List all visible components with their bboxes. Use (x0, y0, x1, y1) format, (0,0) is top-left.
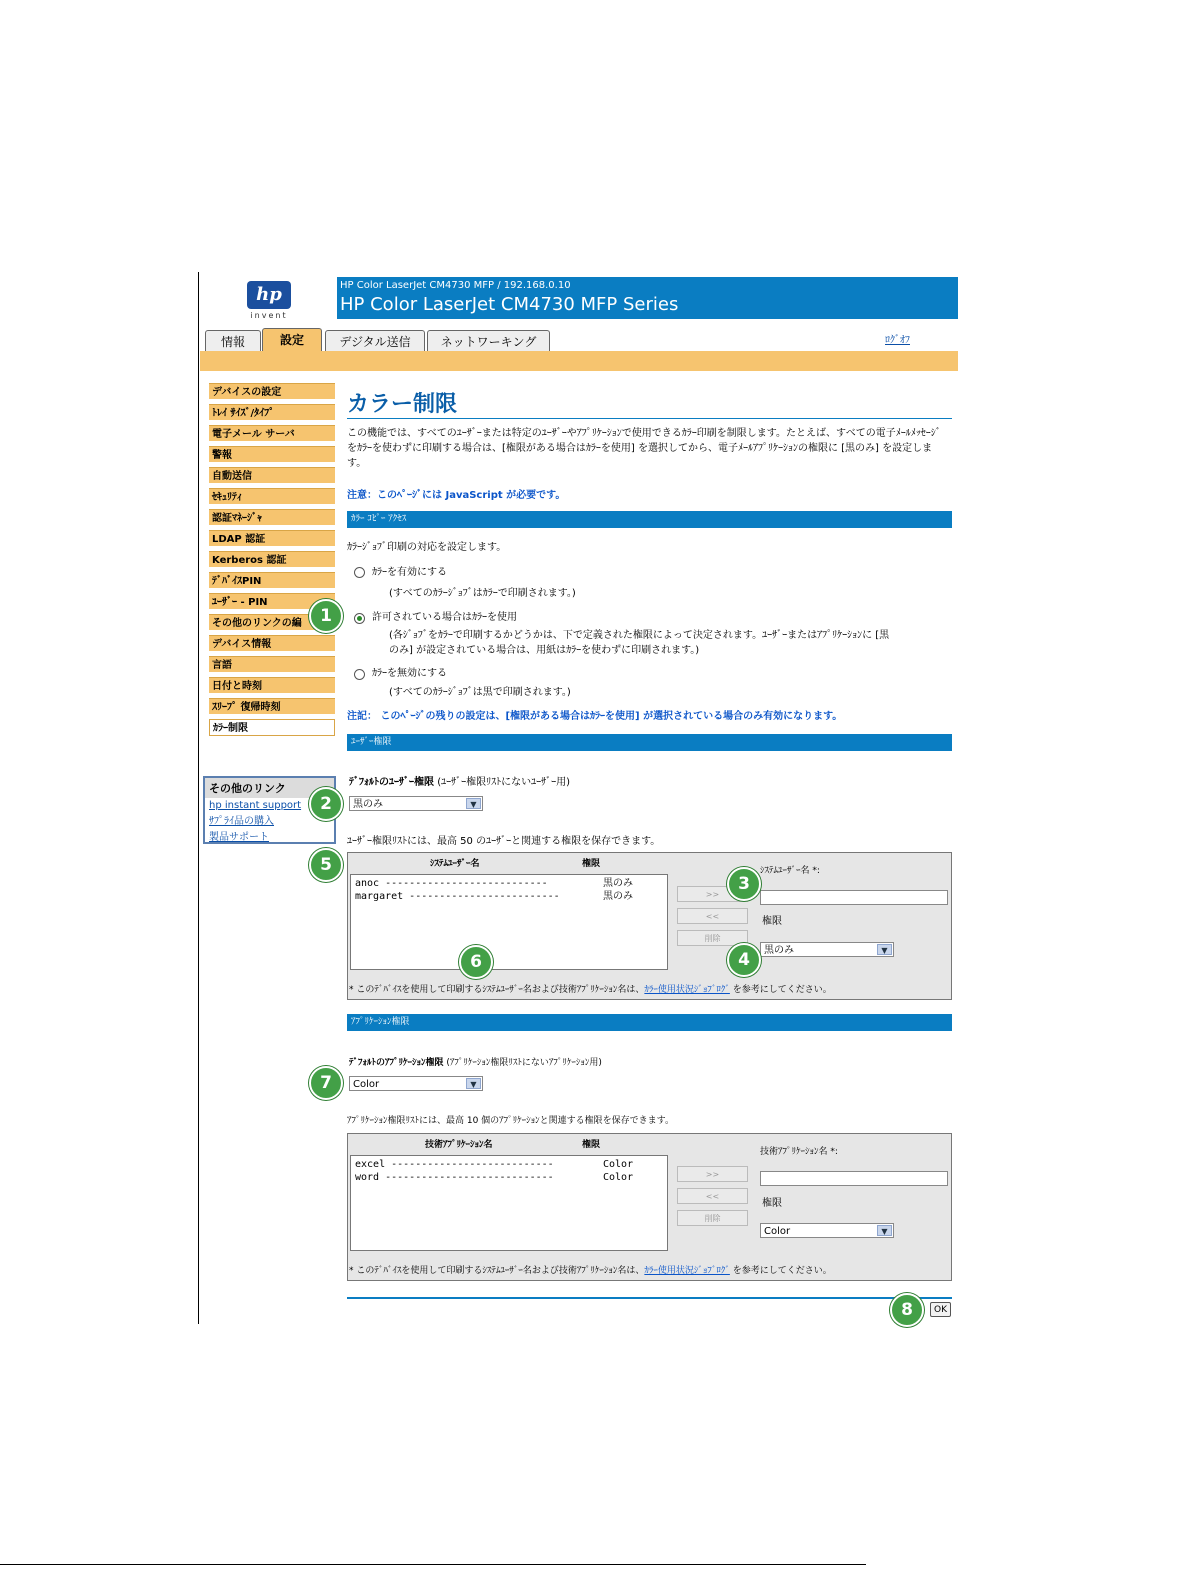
footnote-text: * このﾃﾞﾊﾞｲｽを使用して印刷するｼｽﾃﾑﾕｰｻﾞｰ名および技術ｱﾌﾟﾘｹｰｼｮﾝ名は、 (349, 1266, 645, 1276)
user-name: anoc --------------------------- (355, 878, 548, 889)
list-item[interactable] (355, 890, 663, 903)
sidebar-item-sleep[interactable]: ｽﾘｰﾌﾟ 復帰時刻 (209, 698, 335, 715)
app-perm: Color (603, 1159, 634, 1170)
color-usage-log-link[interactable]: ｶﾗｰ使用状況ｼﾞｮﾌﾞﾛｸﾞ (644, 1266, 730, 1276)
app-col-name-header: 技術ｱﾌﾟﾘｹｰｼｮﾝ名 (425, 1140, 493, 1150)
radio-disable-color[interactable] (354, 669, 365, 680)
user-name: margaret ------------------------- (355, 891, 560, 902)
sidebar-item-device-info[interactable]: デバイス情報 (209, 635, 335, 652)
ok-button[interactable]: OK (930, 1302, 951, 1317)
default-app-label-text: ﾃﾞﾌｫﾙﾄのｱﾌﾟﾘｹｰｼｮﾝ権限 (349, 1058, 444, 1068)
user-permission-label: 権限 (762, 916, 782, 927)
other-links-title: その他のリンク (205, 778, 334, 798)
tab-networking[interactable]: ネットワーキング (427, 330, 550, 351)
intro-line-3: す。 (347, 458, 367, 469)
sidebar-item-security[interactable]: ｾｷｭﾘﾃｨ (209, 488, 335, 505)
remove-user-button[interactable]: << (677, 908, 748, 924)
user-col-name-header: ｼｽﾃﾑﾕｰｻﾞｰ名 (430, 859, 480, 869)
radio-enable-color[interactable] (354, 567, 365, 578)
callout-7: 7 (309, 1066, 343, 1100)
default-user-permission-select[interactable] (349, 796, 483, 811)
user-list-description: ﾕｰｻﾞｰ権限ﾘｽﾄには、最高 50 のﾕｰｻﾞｰと関連する権限を保存できます。 (347, 836, 661, 847)
section-user-permissions: ﾕｰｻﾞｰ権限 (347, 734, 952, 751)
sidebar-item-device-pin[interactable]: ﾃﾞﾊﾞｲｽPIN (209, 572, 335, 589)
sidebar-item-date-time[interactable]: 日付と時刻 (209, 677, 335, 694)
tab-digital-send[interactable]: デジタル送信 (325, 330, 425, 351)
sidebar-item-user-pin[interactable]: ﾕｰｻﾞｰ - PIN (209, 593, 335, 610)
user-permissions-list[interactable] (350, 874, 668, 970)
link-buy-supplies[interactable]: ｻﾌﾟﾗｲ品の購入 (209, 816, 274, 827)
radio-allow-desc-line-1: (各ｼﾞｮﾌﾞをｶﾗｰで印刷するかどうかは、下で定義された権限によって決定されます。ﾕｰｻﾞｰまたはｱﾌﾟﾘｹｰｼｮﾝに [黒 (389, 630, 890, 641)
list-item[interactable] (355, 877, 663, 890)
footnote-text: * このﾃﾞﾊﾞｲｽを使用して印刷するｼｽﾃﾑﾕｰｻﾞｰ名および技術ｱﾌﾟﾘｹｰｼｮﾝ名は、 (349, 985, 645, 995)
system-user-name-input[interactable] (760, 890, 948, 905)
logout-link[interactable]: ﾛｸﾞｵﾌ (885, 335, 910, 346)
radio-disable-color-desc: (すべてのｶﾗｰｼﾞｮﾌﾞは黒で印刷されます。) (389, 687, 571, 698)
default-app-permission-label (349, 1056, 602, 1071)
hp-logo: hp (247, 281, 291, 309)
color-usage-log-link[interactable]: ｶﾗｰ使用状況ｼﾞｮﾌﾞﾛｸﾞ (644, 985, 730, 995)
javascript-note: 注意：このﾍﾟｰｼﾞには JavaScript が必要です。 (347, 490, 566, 501)
add-user-button[interactable]: >> (677, 886, 748, 902)
sidebar-item-tray-size[interactable]: ﾄﾚｲ ｻｲｽﾞ/ﾀｲﾌﾟ (209, 404, 335, 421)
callout-6: 6 (459, 945, 493, 979)
device-title: HP Color LaserJet CM4730 MFP Series (340, 294, 679, 315)
callout-3: 3 (727, 867, 761, 901)
user-footnote (349, 983, 832, 998)
title-underline (347, 418, 952, 419)
radio-allow-desc-line-2: のみ] が設定されている場合は、用紙はｶﾗｰを使わずに印刷されます。) (389, 645, 700, 656)
delete-app-button[interactable]: 削除 (677, 1210, 748, 1226)
footnote-text-end: を参考にしてください。 (729, 1266, 832, 1276)
sidebar-item-auth-manager[interactable]: 認証ﾏﾈｰｼﾞｬ (209, 509, 335, 526)
section-application-permissions: ｱﾌﾟﾘｹｰｼｮﾝ権限 (347, 1014, 952, 1031)
tab-settings[interactable]: 設定 (262, 328, 322, 351)
sidebar-item-ldap[interactable]: LDAP 認証 (209, 530, 335, 547)
device-header (337, 277, 958, 319)
sidebar-item-device-settings[interactable]: デバイスの設定 (209, 383, 335, 400)
app-perm: Color (603, 1172, 634, 1183)
user-perm: 黒のみ (603, 891, 633, 902)
logo-tagline: invent (250, 311, 288, 320)
app-footnote (349, 1264, 832, 1279)
sidebar-item-language[interactable]: 言語 (209, 656, 335, 673)
callout-1: 1 (309, 599, 343, 633)
app-permission-select[interactable] (760, 1223, 894, 1238)
sidebar-item-edit-links[interactable]: その他のリンクの編 (209, 614, 335, 631)
list-item[interactable] (355, 1171, 663, 1184)
intro-line-1: この機能では、すべてのﾕｰｻﾞｰまたは特定のﾕｰｻﾞｰやｱﾌﾟﾘｹｰｼｮﾝで使用できるｶﾗｰ印刷を制限します。たとえば、すべての電子ﾒｰﾙﾒｯｾｰｼﾞ (347, 428, 941, 439)
sidebar-item-color-restriction[interactable]: ｶﾗｰ制限 (209, 719, 335, 736)
device-subtitle: HP Color LaserJet CM4730 MFP / 192.168.0.10 (340, 280, 571, 291)
app-name: excel --------------------------- (355, 1159, 554, 1170)
app-permission-label: 権限 (762, 1198, 782, 1209)
remove-app-button[interactable]: << (677, 1188, 748, 1204)
tab-info[interactable]: 情報 (205, 330, 261, 351)
app-name: word ---------------------------- (355, 1172, 554, 1183)
default-app-permission-value: Color (353, 1079, 380, 1090)
section-color-access: ｶﾗｰ ｺﾋﾟｰ ｱｸｾｽ (347, 511, 952, 528)
app-name-label: 技術ｱﾌﾟﾘｹｰｼｮﾝ名 *: (760, 1147, 838, 1157)
sidebar-item-autosend[interactable]: 自動送信 (209, 467, 335, 484)
radio-allow-color-label: 許可されている場合はｶﾗｰを使用 (372, 612, 517, 623)
callout-8: 8 (890, 1293, 924, 1327)
link-product-support[interactable]: 製品サポート (209, 832, 269, 843)
app-name-input[interactable] (760, 1171, 948, 1186)
intro-line-2: をｶﾗｰを使わずに印刷する場合は、[権限がある場合はｶﾗｰを使用] を選択してから、電子ﾒｰﾙｱﾌﾟﾘｹｰｼｮﾝの権限に [黒のみ] を設定しま (347, 443, 933, 454)
default-user-hint: (ﾕｰｻﾞｰ権限ﾘｽﾄにないﾕｰｻﾞｰ用) (437, 777, 570, 788)
app-permission-value: Color (764, 1226, 791, 1237)
system-user-name-label: ｼｽﾃﾑﾕｰｻﾞｰ名 *: (760, 866, 820, 876)
default-user-permission-label (349, 775, 570, 790)
default-app-hint: (ｱﾌﾟﾘｹｰｼｮﾝ権限ﾘｽﾄにないｱﾌﾟﾘｹｰｼｮﾝ用) (446, 1058, 602, 1068)
intro-text (347, 426, 953, 471)
tab-bar (200, 351, 958, 371)
page-footer-line (0, 1564, 866, 1565)
chevron-down-icon: ▼ (466, 798, 481, 809)
footnote-text-end: を参考にしてください。 (729, 985, 832, 995)
chevron-down-icon: ▼ (466, 1078, 481, 1089)
user-perm: 黒のみ (603, 878, 633, 889)
radio-disable-color-label: ｶﾗｰを無効にする (372, 668, 447, 679)
page-title: カラー制限 (347, 392, 458, 417)
radio-enable-color-label: ｶﾗｰを有効にする (372, 567, 447, 578)
default-app-permission-select[interactable] (349, 1076, 483, 1091)
callout-4: 4 (727, 943, 761, 977)
sidebar-item-email-server[interactable]: 電子メール サーバ (209, 425, 335, 442)
ok-divider (347, 1297, 952, 1299)
radio-allow-color[interactable] (354, 613, 365, 624)
page-margin-line (198, 272, 199, 1324)
chevron-down-icon: ▼ (877, 944, 892, 955)
delete-user-button[interactable]: 削除 (677, 930, 748, 946)
radio-allow-color-desc (389, 628, 949, 658)
user-permission-value: 黒のみ (764, 945, 794, 956)
radio-enable-color-desc: (すべてのｶﾗｰｼﾞｮﾌﾞはｶﾗｰで印刷されます。) (389, 588, 576, 599)
callout-2: 2 (309, 787, 343, 821)
sidebar-item-alerts[interactable]: 警報 (209, 446, 335, 463)
user-col-perm-header: 権限 (582, 859, 601, 869)
app-permissions-list[interactable] (350, 1155, 668, 1251)
sidebar-item-kerberos[interactable]: Kerberos 認証 (209, 551, 335, 568)
list-item[interactable] (355, 1158, 663, 1171)
access-description: ｶﾗｰｼﾞｮﾌﾞ印刷の対応を設定します。 (347, 542, 507, 553)
link-hp-instant-support[interactable]: hp instant support (209, 800, 302, 811)
settings-note: 注記： このﾍﾟｰｼﾞの残りの設定は、[権限がある場合はｶﾗｰを使用] が選択されている場合のみ有効になります。 (347, 711, 843, 722)
app-col-perm-header: 権限 (582, 1140, 601, 1150)
user-permission-select[interactable] (760, 942, 894, 957)
callout-5: 5 (309, 848, 343, 882)
default-user-permission-value: 黒のみ (353, 799, 383, 810)
add-app-button[interactable]: >> (677, 1166, 748, 1182)
app-list-description: ｱﾌﾟﾘｹｰｼｮﾝ権限ﾘｽﾄには、最高 10 個のｱﾌﾟﾘｹｰｼｮﾝと関連する権限を保存できます。 (347, 1116, 674, 1126)
chevron-down-icon: ▼ (877, 1225, 892, 1236)
default-user-label-text: ﾃﾞﾌｫﾙﾄのﾕｰｻﾞｰ権限 (349, 777, 434, 788)
